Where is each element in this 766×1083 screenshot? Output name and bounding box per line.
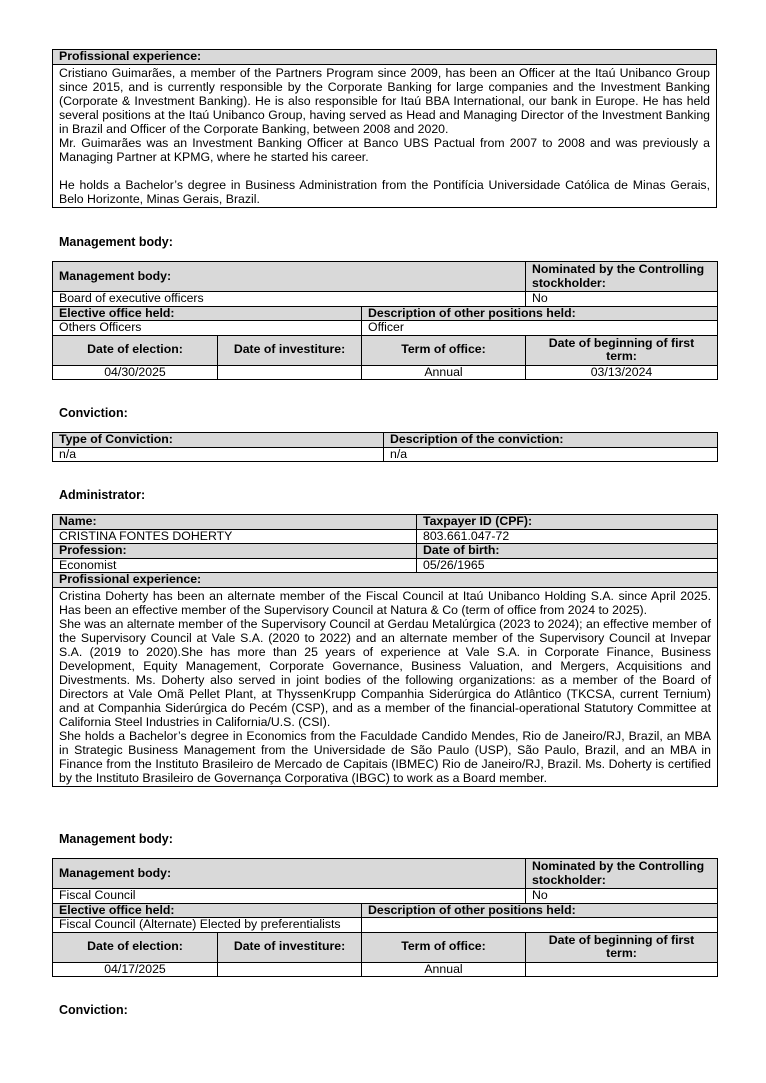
- section-title-management-body: Management body:: [59, 832, 173, 846]
- birth-date-value: 05/26/1965: [417, 558, 718, 573]
- term-label: Term of office:: [362, 335, 526, 365]
- investiture-date-value: [218, 365, 362, 380]
- experience-text: [53, 64, 717, 207]
- conviction-type-label: Type of Conviction:: [53, 433, 384, 448]
- section-title-conviction: Conviction:: [59, 1003, 128, 1017]
- experience-paragraph: He holds a Bachelor’s degree in Business Administration from the Pontifícia Universidade Católica de Minas Gerais, Belo Horizonte, Minas Gerais, Brazil.: [59, 177, 710, 206]
- nominated-value: No: [526, 292, 718, 307]
- section-title-conviction: Conviction:: [59, 406, 128, 420]
- mb-label: Management body:: [53, 262, 526, 292]
- elective-office-label: Elective office held:: [53, 306, 362, 321]
- election-date-value: 04/30/2025: [53, 365, 218, 380]
- profession-label: Profession:: [53, 544, 417, 559]
- first-term-date-label: Date of beginning of first term:: [526, 335, 718, 365]
- mb-value: Fiscal Council: [53, 889, 526, 904]
- investiture-date-label: Date of investiture:: [218, 932, 362, 962]
- first-term-date-label: Date of beginning of first term:: [526, 932, 718, 962]
- section-title-management-body: Management body:: [59, 235, 173, 249]
- first-term-date-value: 03/13/2024: [526, 365, 718, 380]
- nominated-label: Nominated by the Controlling stockholder:: [526, 859, 718, 889]
- name-value: CRISTINA FONTES DOHERTY: [53, 529, 417, 544]
- conviction-desc-label: Description of the conviction:: [384, 433, 718, 448]
- experience-paragraph: Cristina Doherty has been an alternate member of the Fiscal Council at Itaú Unibanco Holding S.A. since April 2025. Has been an effective member of the Supervisory Council at Natura & Co (term of office from 2024 to 2025).: [59, 588, 711, 617]
- term-label: Term of office:: [362, 932, 526, 962]
- conviction-table-1: [52, 432, 717, 462]
- other-positions-value: Officer: [362, 321, 718, 336]
- name-label: Name:: [53, 515, 417, 530]
- mb-value: Board of executive officers: [53, 292, 526, 307]
- experience-text: [53, 587, 718, 786]
- experience-paragraph: She holds a Bachelor’s degree in Economics from the Faculdade Candido Mendes, Rio de Janeiro/RJ, Brazil, an MBA in Strategic Business Management from the Universidade de São Paulo (USP), São Paulo, Brazil, and an MBA in Finance from the Instituto Brasileiro de Mercado de Capitais (IBMEC) Rio de Janeiro/RJ, Brazil. Ms. Doherty is certified by the Instituto Brasileiro de Governança Corporativa (IBGC) to work as a Board member.: [59, 728, 711, 785]
- experience-header: Profissional experience:: [53, 50, 717, 65]
- first-term-date-value: [526, 962, 718, 977]
- experience-block-1: [52, 49, 717, 208]
- section-title-administrator: Administrator:: [59, 488, 146, 502]
- conviction-desc-value: n/a: [384, 447, 718, 462]
- elective-office-value: Others Officers: [53, 321, 362, 336]
- election-date-label: Date of election:: [53, 932, 218, 962]
- mb-label: Management body:: [53, 859, 526, 889]
- election-date-label: Date of election:: [53, 335, 218, 365]
- experience-paragraph: Cristiano Guimarães, a member of the Partners Program since 2009, has been an Officer at the Itaú Unibanco Group since 2015, and is currently responsible by the Corporate Banking for large companies and the Investment Banking (Corporate & Investment Banking). He is also responsible for Itaú BBA International, our bank in Europe. He has held several positions at the Itaú Unibanco Group, having served as Head and Managing Director of the Investment Banking in Brazil and Officer of the Corporate Banking, between 2008 and 2020.: [59, 65, 710, 136]
- other-positions-label: Description of other positions held:: [362, 306, 718, 321]
- taxpayer-id-label: Taxpayer ID (CPF):: [417, 515, 718, 530]
- term-value: Annual: [362, 962, 526, 977]
- experience-paragraph: Mr. Guimarães was an Investment Banking Officer at Banco UBS Pactual from 2007 to 2008 and was previously a Managing Partner at KPMG, where he started his career.: [59, 135, 710, 164]
- experience-header: Profissional experience:: [53, 573, 718, 588]
- other-positions-value: [362, 918, 718, 933]
- profession-value: Economist: [53, 558, 417, 573]
- conviction-type-value: n/a: [53, 447, 384, 462]
- experience-paragraph: She was an alternate member of the Supervisory Council at Gerdau Metalúrgica (2023 to 2024); an effective member of the Supervisory Council at Vale S.A. (2020 to 2022) and an alternate member of the Supervisory Council at Invepar S.A. (2019 to 2020).She has more than 25 years of experience at Vale S.A. in Corporate Finance, Business Development, Equity Management, Corporate Governance, Business Valuation, and Mergers, Acquisitions and Divestments. Ms. Doherty also served in joint bodies of the following organizations: as a member of the Board of Directors at Vale Omã Pellet Plant, at ThyssenKrupp Companhia Siderúrgica do Atlântico (TKCSA, current Ternium) and at Companhia Siderúrgica do Pecém (CSP), and as a member of the financial-operational Statutory Committee at California Steel Industries in California/U.S. (CSI).: [59, 616, 711, 729]
- management-body-table-1: [52, 261, 717, 380]
- other-positions-label: Description of other positions held:: [362, 903, 718, 918]
- administrator-table: [52, 514, 717, 787]
- election-date-value: 04/17/2025: [53, 962, 218, 977]
- nominated-label: Nominated by the Controlling stockholder:: [526, 262, 718, 292]
- elective-office-label: Elective office held:: [53, 903, 362, 918]
- term-value: Annual: [362, 365, 526, 380]
- elective-office-value: Fiscal Council (Alternate) Elected by preferentialists: [53, 918, 362, 933]
- investiture-date-value: [218, 962, 362, 977]
- investiture-date-label: Date of investiture:: [218, 335, 362, 365]
- nominated-value: No: [526, 889, 718, 904]
- birth-date-label: Date of birth:: [417, 544, 718, 559]
- management-body-table-2: [52, 858, 717, 977]
- taxpayer-id-value: 803.661.047-72: [417, 529, 718, 544]
